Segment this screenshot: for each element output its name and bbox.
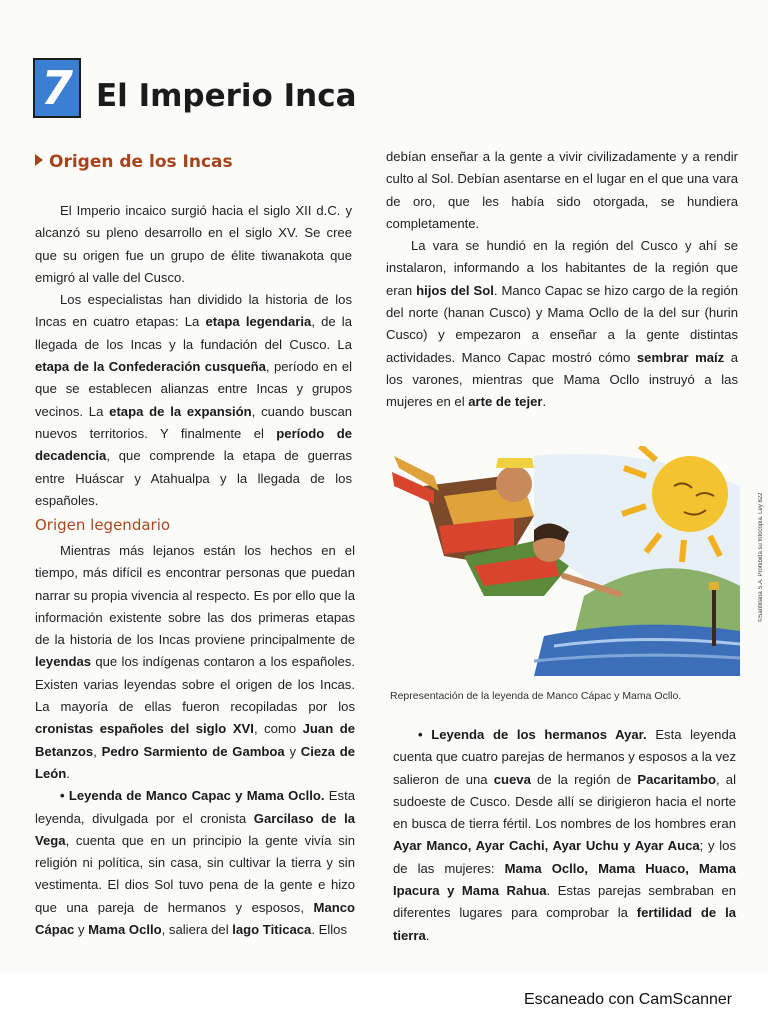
left-column-top: [35, 200, 352, 512]
paragraph-leyendas: Mientras más lejanos están los hechos en el tiempo, más difícil es encontrar personas que puedan narrar su propia vivencia al respecto. Es por ello que la información existente sobre las dos primeras etapas de la historia de los Incas proviene principalmente de leyendas que los indígenas contaron a los españoles. Existen varias leyendas sobre el origen de los Incas. La mayoría de ellas fueron recopiladas por los cronistas españoles del siglo XVI, como Juan de Betanzos, Pedro Sarmiento de Gamboa y Cieza de León.: [35, 543, 356, 781]
right-column-bottom: [393, 724, 736, 947]
subsection-heading: Origen legendario: [35, 516, 171, 534]
paragraph-etapas: Los especialistas han dividido la historia de los Incas en cuatro etapas: La etapa legendaria, de la llegada de los Incas y la fundación del Cusco. La etapa de la Confederación cusqueña, período en el que se establecen alianzas entre Incas y grupos vecinos. La etapa de la expansión, cuando buscan nuevos territorios. Y finalmente el período de decadencia, que comprende la etapa de guerras entre Huáscar y Atahualpa y la llegada de los españoles.: [35, 292, 353, 508]
paragraph-hermanos-ayar: • Leyenda de los hermanos Ayar. Esta leyenda cuenta que cuatro parejas de hermanos y esposos a la vez salieron de una cueva de la región de Pacaritambo, al sudoeste de Cusco. Desde allí se dirigieron hacia el norte en busca de tierra fértil. Los nombres de los hombres eran Ayar Manco, Ayar Cachi, Ayar Uchu y Ayar Auca; y los de las mujeres: Mama Ocllo, Mama Huaco, Mama Ipacura y Mama Rahua. Estas parejas sembraban en diferentes lugares para comprobar la fertilidad de la tierra.: [393, 727, 737, 943]
left-column-bottom: [35, 540, 355, 941]
copyright-side-note: ©Santillana S.A. Prohibida su fotocopia. Ley 822: [758, 492, 764, 622]
paragraph-intro: El Imperio incaico surgió hacia el siglo XII d.C. y alcanzó su pleno desarrollo en el siglo XV. Se cree que su origen fue un grupo de élite tiwanakota que emigró al valle del Cusco.: [35, 203, 352, 285]
section-heading-text: Origen de los Incas: [49, 152, 233, 172]
camscanner-watermark: Escaneado con CamScanner: [524, 991, 733, 1008]
paragraph-manco-capac: • Leyenda de Manco Capac y Mama Ocllo. Esta leyenda, divulgada por el cronista Garcilaso de la Vega, cuenta que en un principio la gente vivía sin religión ni política, sin casa, sin cultivar la tierra y sin vestimenta. El dios Sol tuvo pena de la gente e hizo que una pareja de hermanos y esposos, Manco Cápac y Mama Ocllo, saliera del lago Titicaca. Ellos: [35, 788, 355, 938]
manco-capac-illustration: [384, 446, 740, 676]
chapter-title: El Imperio Inca: [96, 78, 357, 114]
paragraph-vara: La vara se hundió en la región del Cusco y ahí se instalaron, informando a los habitantes de la región que eran hijos del Sol. Manco Capac se hizo cargo de la región del norte (hanan Cusco) y Mama Ocllo de la del sur (hurin Cusco) y empezaron a enseñar a la gente distintas actividades. Manco Capac mostró cómo sembrar maíz a los varones, mientras que Mama Ocllo instruyó a las mujeres en el arte de tejer.: [386, 238, 738, 410]
paragraph-continuation: debían enseñar a la gente a vivir civilizadamente y a rendir culto al Sol. Debían asentarse en el lugar en el que una vara de oro, que les había sido otorgada, se hundiera completamente.: [386, 149, 738, 231]
section-heading: [35, 152, 233, 172]
right-column-top: [386, 146, 738, 414]
triangle-bullet-icon: [35, 154, 43, 166]
image-caption: Representación de la leyenda de Manco Cápac y Mama Ocllo.: [390, 690, 682, 702]
chapter-number: 7: [33, 58, 81, 118]
